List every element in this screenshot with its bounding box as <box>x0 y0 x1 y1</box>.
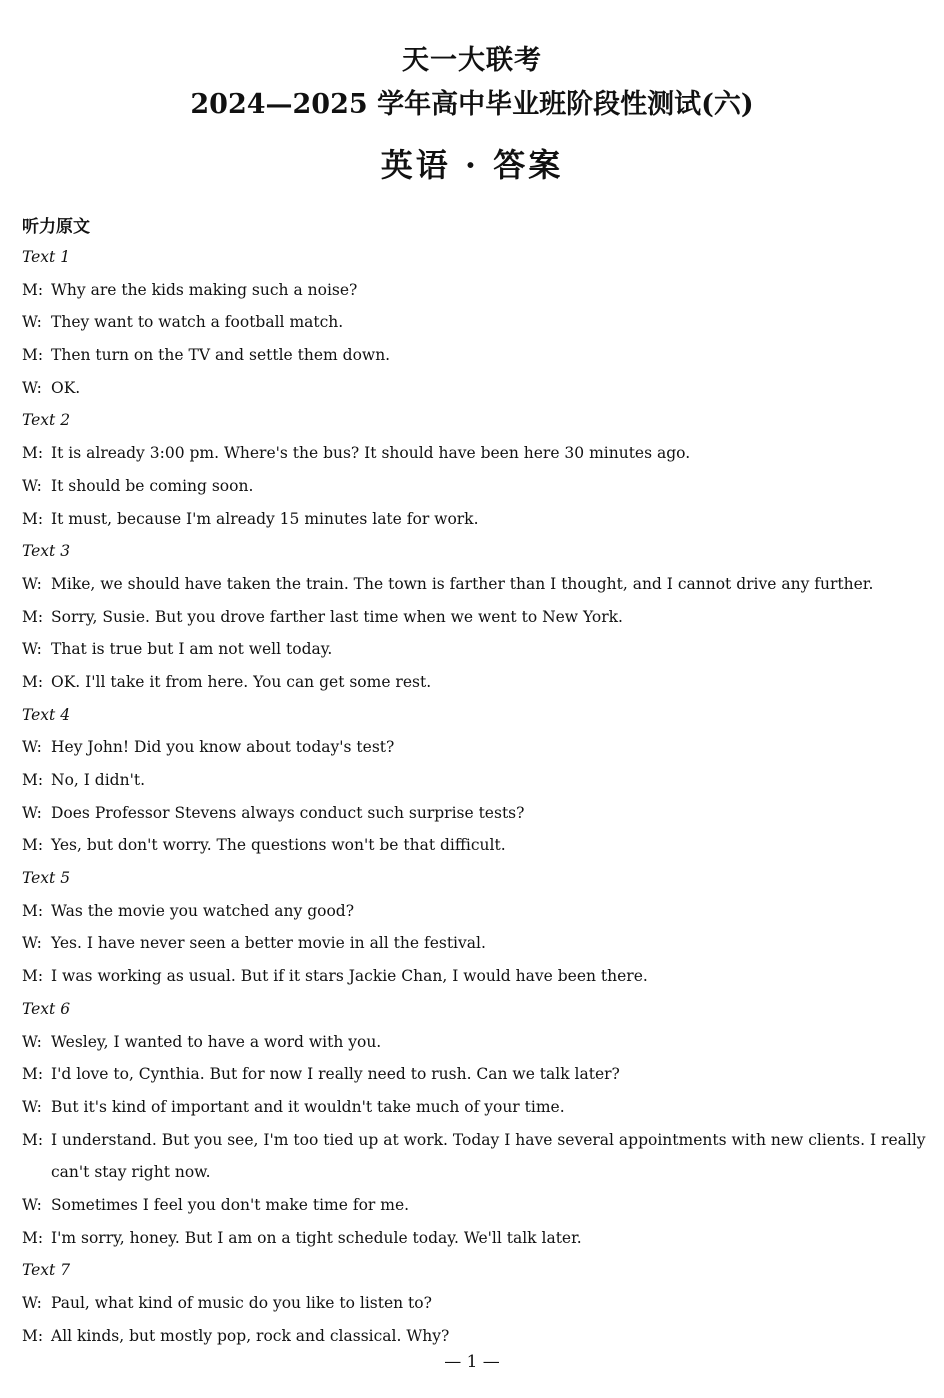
dialog-line <box>22 1124 927 1157</box>
dialog-line <box>22 829 927 862</box>
dialog-line <box>22 960 927 993</box>
speaker-label: M: <box>22 1326 44 1345</box>
dialog-text: But it's kind of important and it wouldn't take much of your time. <box>51 1097 565 1116</box>
dialog-text: Sorry, Susie. But you drove farther last time when we went to New York. <box>51 607 623 626</box>
speaker-label: M: <box>22 346 44 365</box>
speaker-label: M: <box>22 444 44 463</box>
dialog-line <box>22 1026 927 1059</box>
speaker-label: W: <box>22 640 42 659</box>
dialog-text: Paul, what kind of music do you like to listen to? <box>51 1294 432 1312</box>
dialog-line <box>22 339 927 372</box>
speaker-label: W: <box>22 1097 42 1116</box>
text-label: Text 7 <box>22 1261 71 1280</box>
page-number: — 1 — <box>444 1352 500 1372</box>
speaker-label: M: <box>22 1065 44 1084</box>
dialog-line <box>22 274 927 307</box>
dialog-line <box>22 1058 927 1091</box>
exam-organizer-title: 天一大联考 <box>402 45 542 76</box>
text-label: Text 6 <box>22 999 71 1018</box>
dialog-text: Wesley, I wanted to have a word with you. <box>51 1032 382 1051</box>
speaker-label: M: <box>22 509 44 528</box>
speaker-label: W: <box>22 574 42 593</box>
speaker-label: M: <box>22 771 44 789</box>
dialog-text: Yes. I have never seen a better movie in all the festival. <box>51 934 486 953</box>
dialog-line <box>22 306 927 339</box>
speaker-label: W: <box>22 738 42 757</box>
text-label: Text 5 <box>22 869 71 888</box>
speaker-label: M: <box>22 1130 44 1149</box>
dialog-text: Does Professor Stevens always conduct such surprise tests? <box>51 803 525 822</box>
dialog-text: They want to watch a football match. <box>51 313 344 332</box>
speaker-label: M: <box>22 967 44 986</box>
text-label: Text 1 <box>22 248 71 266</box>
text-label: Text 4 <box>22 705 71 724</box>
dialog-text: Why are the kids making such a noise? <box>51 280 358 299</box>
dialog-text: All kinds, but mostly pop, rock and classical. Why? <box>51 1326 450 1345</box>
section-title: 听力原文 <box>22 217 90 237</box>
dialog-line <box>22 1287 927 1320</box>
dialog-line <box>22 764 927 797</box>
speaker-label: M: <box>22 1228 44 1247</box>
dialog-line <box>22 568 927 601</box>
speaker-label: M: <box>22 836 44 855</box>
dialog-line <box>22 895 927 928</box>
text-label: Text 2 <box>22 411 71 430</box>
dialog-text: Yes, but don't worry. The questions won't be that difficult. <box>51 836 506 855</box>
dialog-line <box>22 372 927 405</box>
dialog-line <box>22 503 927 536</box>
speaker-label: W: <box>22 1195 42 1214</box>
dialog-text: It is already 3:00 pm. Where's the bus? It should have been here 30 minutes ago. <box>51 444 691 463</box>
dialog-text: OK. <box>51 378 81 397</box>
speaker-label: W: <box>22 313 42 332</box>
dialog-text: OK. I'll take it from here. You can get some rest. <box>51 672 432 691</box>
dialog-line <box>22 927 927 960</box>
transcript <box>22 241 927 1352</box>
dialog-text: That is true but I am not well today. <box>51 640 333 659</box>
dialog-line <box>22 731 927 764</box>
speaker-label: W: <box>22 476 42 495</box>
dialog-text: Sometimes I feel you don't make time for me. <box>51 1195 410 1214</box>
dialog-line <box>22 797 927 830</box>
dialog-text: I'd love to, Cynthia. But for now I really need to rush. Can we talk later? <box>51 1065 620 1084</box>
subject-answer-title: 英语 · 答案 <box>380 146 564 184</box>
speaker-label: W: <box>22 934 42 953</box>
dialog-line <box>22 1189 927 1222</box>
speaker-label: W: <box>22 1032 42 1051</box>
dialog-line-continuation: can't stay right now. <box>51 1163 211 1182</box>
dialog-line <box>22 601 927 634</box>
speaker-label: W: <box>22 1294 42 1312</box>
speaker-label: M: <box>22 607 44 626</box>
dialog-text: It must, because I'm already 15 minutes late for work. <box>51 509 479 528</box>
dialog-line <box>22 1222 927 1255</box>
dialog-text: No, I didn't. <box>51 771 145 789</box>
exam-title: 2024—2025 学年高中毕业班阶段性测试(六) <box>190 89 754 120</box>
speaker-label: M: <box>22 672 44 691</box>
dialog-text: Then turn on the TV and settle them down. <box>51 346 391 365</box>
dialog-text: Was the movie you watched any good? <box>51 901 355 920</box>
dialog-text: Hey John! Did you know about today's test? <box>51 738 395 757</box>
dialog-text: I'm sorry, honey. But I am on a tight schedule today. We'll talk later. <box>51 1228 582 1247</box>
text-label: Text 3 <box>22 542 71 561</box>
dialog-line <box>22 1320 927 1353</box>
speaker-label: M: <box>22 280 44 299</box>
dialog-text: It should be coming soon. <box>51 476 254 495</box>
dialog-line <box>22 666 927 699</box>
dialog-line <box>22 1091 927 1124</box>
speaker-label: W: <box>22 803 42 822</box>
dialog-text: I understand. But you see, I'm too tied up at work. Today I have several appointments with new clients. I really <box>51 1130 926 1149</box>
dialog-line <box>22 633 927 666</box>
dialog-line <box>22 470 927 503</box>
speaker-label: W: <box>22 378 42 397</box>
dialog-line <box>22 437 927 470</box>
dialog-text: I was working as usual. But if it stars Jackie Chan, I would have been there. <box>51 967 648 986</box>
speaker-label: M: <box>22 901 44 920</box>
dialog-text: Mike, we should have taken the train. The town is farther than I thought, and I cannot drive any further. <box>51 574 874 593</box>
